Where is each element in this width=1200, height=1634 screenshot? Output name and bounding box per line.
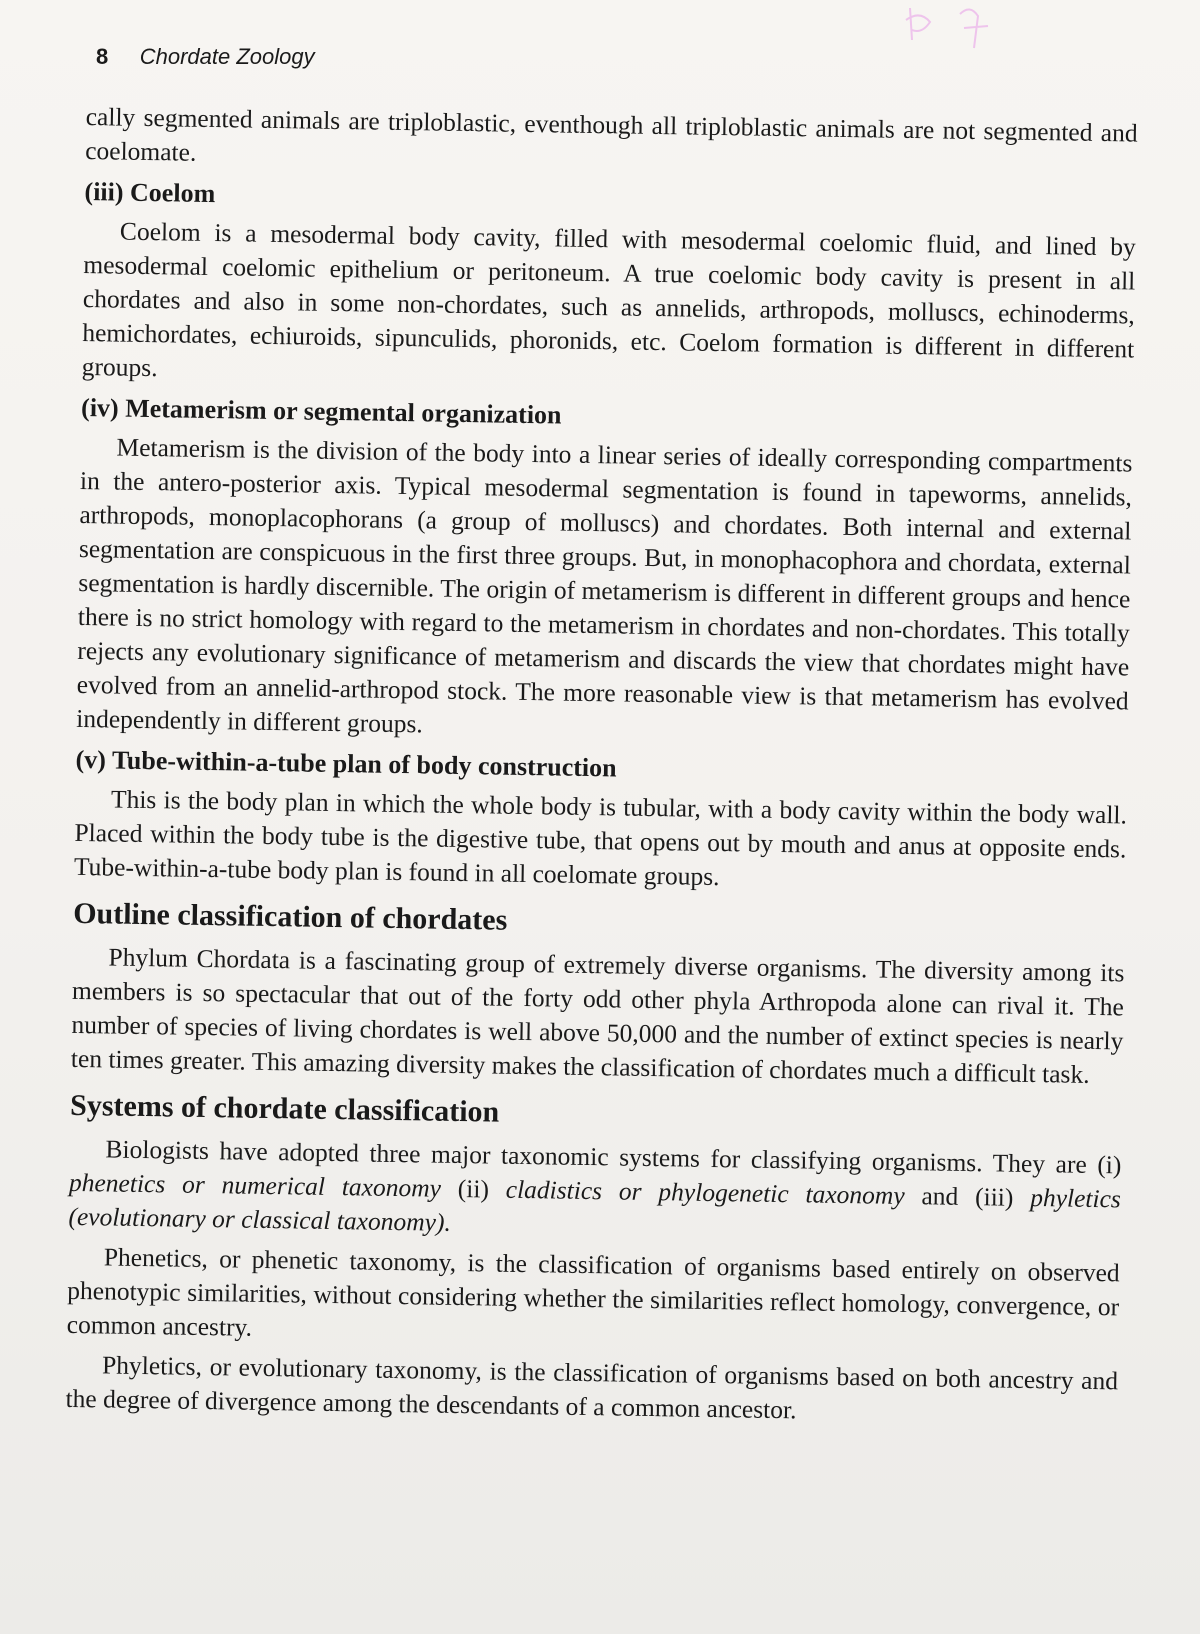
- coelom-paragraph: Coelom is a mesodermal body cavity, filled with mesodermal coelomic fluid, and lined by mesodermal coelomic epithelium or peritoneum. A true coelomic body cavity is present in all chordates and also in some non-chordates, such as annelids, arthropods, molluscs, echinoderms, hemichordates, echiuroids, sipunculids, phoronids, etc. Coelom formation is different in different groups.: [81, 216, 1137, 383]
- metamerism-paragraph: Metamerism is the division of the body into a linear series of ideally corresponding compartments in the antero-posterior axis. Typical mesodermal segmentation is found in tapeworms, annelids, arthropods, monoplacophorans (a group of molluscs) and chordates. Both internal and external segmentation are conspicuous in the first three groups. But, in monophacophora and chordata, external segmentation is hardly discernible. The origin of metamerism is different in different groups and hence there is no strict homology with regard to the metamerism in chordates and non-chordates. This totally rejects any evolutionary significance of metamerism and discards the view that chordates might have evolved from an annelid-arthropod stock. The more reasonable view is that metamerism has evolved independently in different groups.: [76, 432, 1133, 739]
- heading-systems-classification: Systems of chordate classification: [69, 1088, 500, 1129]
- systems-term-cladistics: cladistics or phylogenetic taxonomy: [505, 1174, 905, 1210]
- heading-coelom: (iii) Coelom: [84, 176, 216, 209]
- systems-paragraph: [68, 1132, 1121, 1251]
- phyletics-paragraph: Phyletics, or evolutionary taxonomy, is the classification of organisms based on both ancestry and the degree of divergence among the descendants of a common ancestor.: [65, 1350, 1119, 1425]
- heading-metamerism: (iv) Metamerism or segmental organization: [80, 392, 562, 430]
- systems-text-2: (ii): [440, 1173, 507, 1204]
- running-header: [96, 44, 315, 70]
- page-body: [65, 100, 1138, 1438]
- heading-tube-within-tube: (v) Tube-within-a-tube plan of body construction: [75, 744, 617, 783]
- systems-text-1: Biologists have adopted three major taxonomic systems for classifying organisms. They are (i): [105, 1134, 1122, 1180]
- systems-term-phyletics: phyletics (evolutionary or classical taxonomy).: [68, 1182, 1122, 1237]
- phenetics-paragraph: Phenetics, or phenetic taxonomy, is the classification of organisms based entirely on observed phenotypic similarities, without considering whether the similarities reflect homology, convergence, or common ancestry.: [66, 1242, 1120, 1342]
- outline-paragraph: Phylum Chordata is a fascinating group of extremely diverse organisms. The diversity among its members is so spectacular that out of the forty odd other phyla Arthropoda alone can rival it. The number of species of living chordates is well above 50,000 and the number of extinct species is nearly ten times greater. This amazing diversity makes the classification of chordates much a difficult task.: [70, 942, 1125, 1089]
- pen-scribble-mark: [900, 0, 1020, 60]
- systems-text-3: and (iii): [904, 1180, 1031, 1212]
- heading-outline-classification: Outline classification of chordates: [72, 896, 508, 937]
- running-title: Chordate Zoology: [139, 44, 315, 69]
- systems-term-phenetics: phenetics or numerical taxonomy: [68, 1167, 442, 1203]
- intro-paragraph: cally segmented animals are triploblastic, eventhough all triploblastic animals are not segmented and coelomate.: [84, 101, 1138, 167]
- page-number: 8: [96, 44, 109, 69]
- tube-paragraph: This is the body plan in which the whole body is tubular, with a body cavity within the body wall. Placed within the body tube is the digestive tube, that opens out by mouth and anus at opposite ends. Tube-within-a-tube body plan is found in all coelomate groups.: [73, 784, 1128, 892]
